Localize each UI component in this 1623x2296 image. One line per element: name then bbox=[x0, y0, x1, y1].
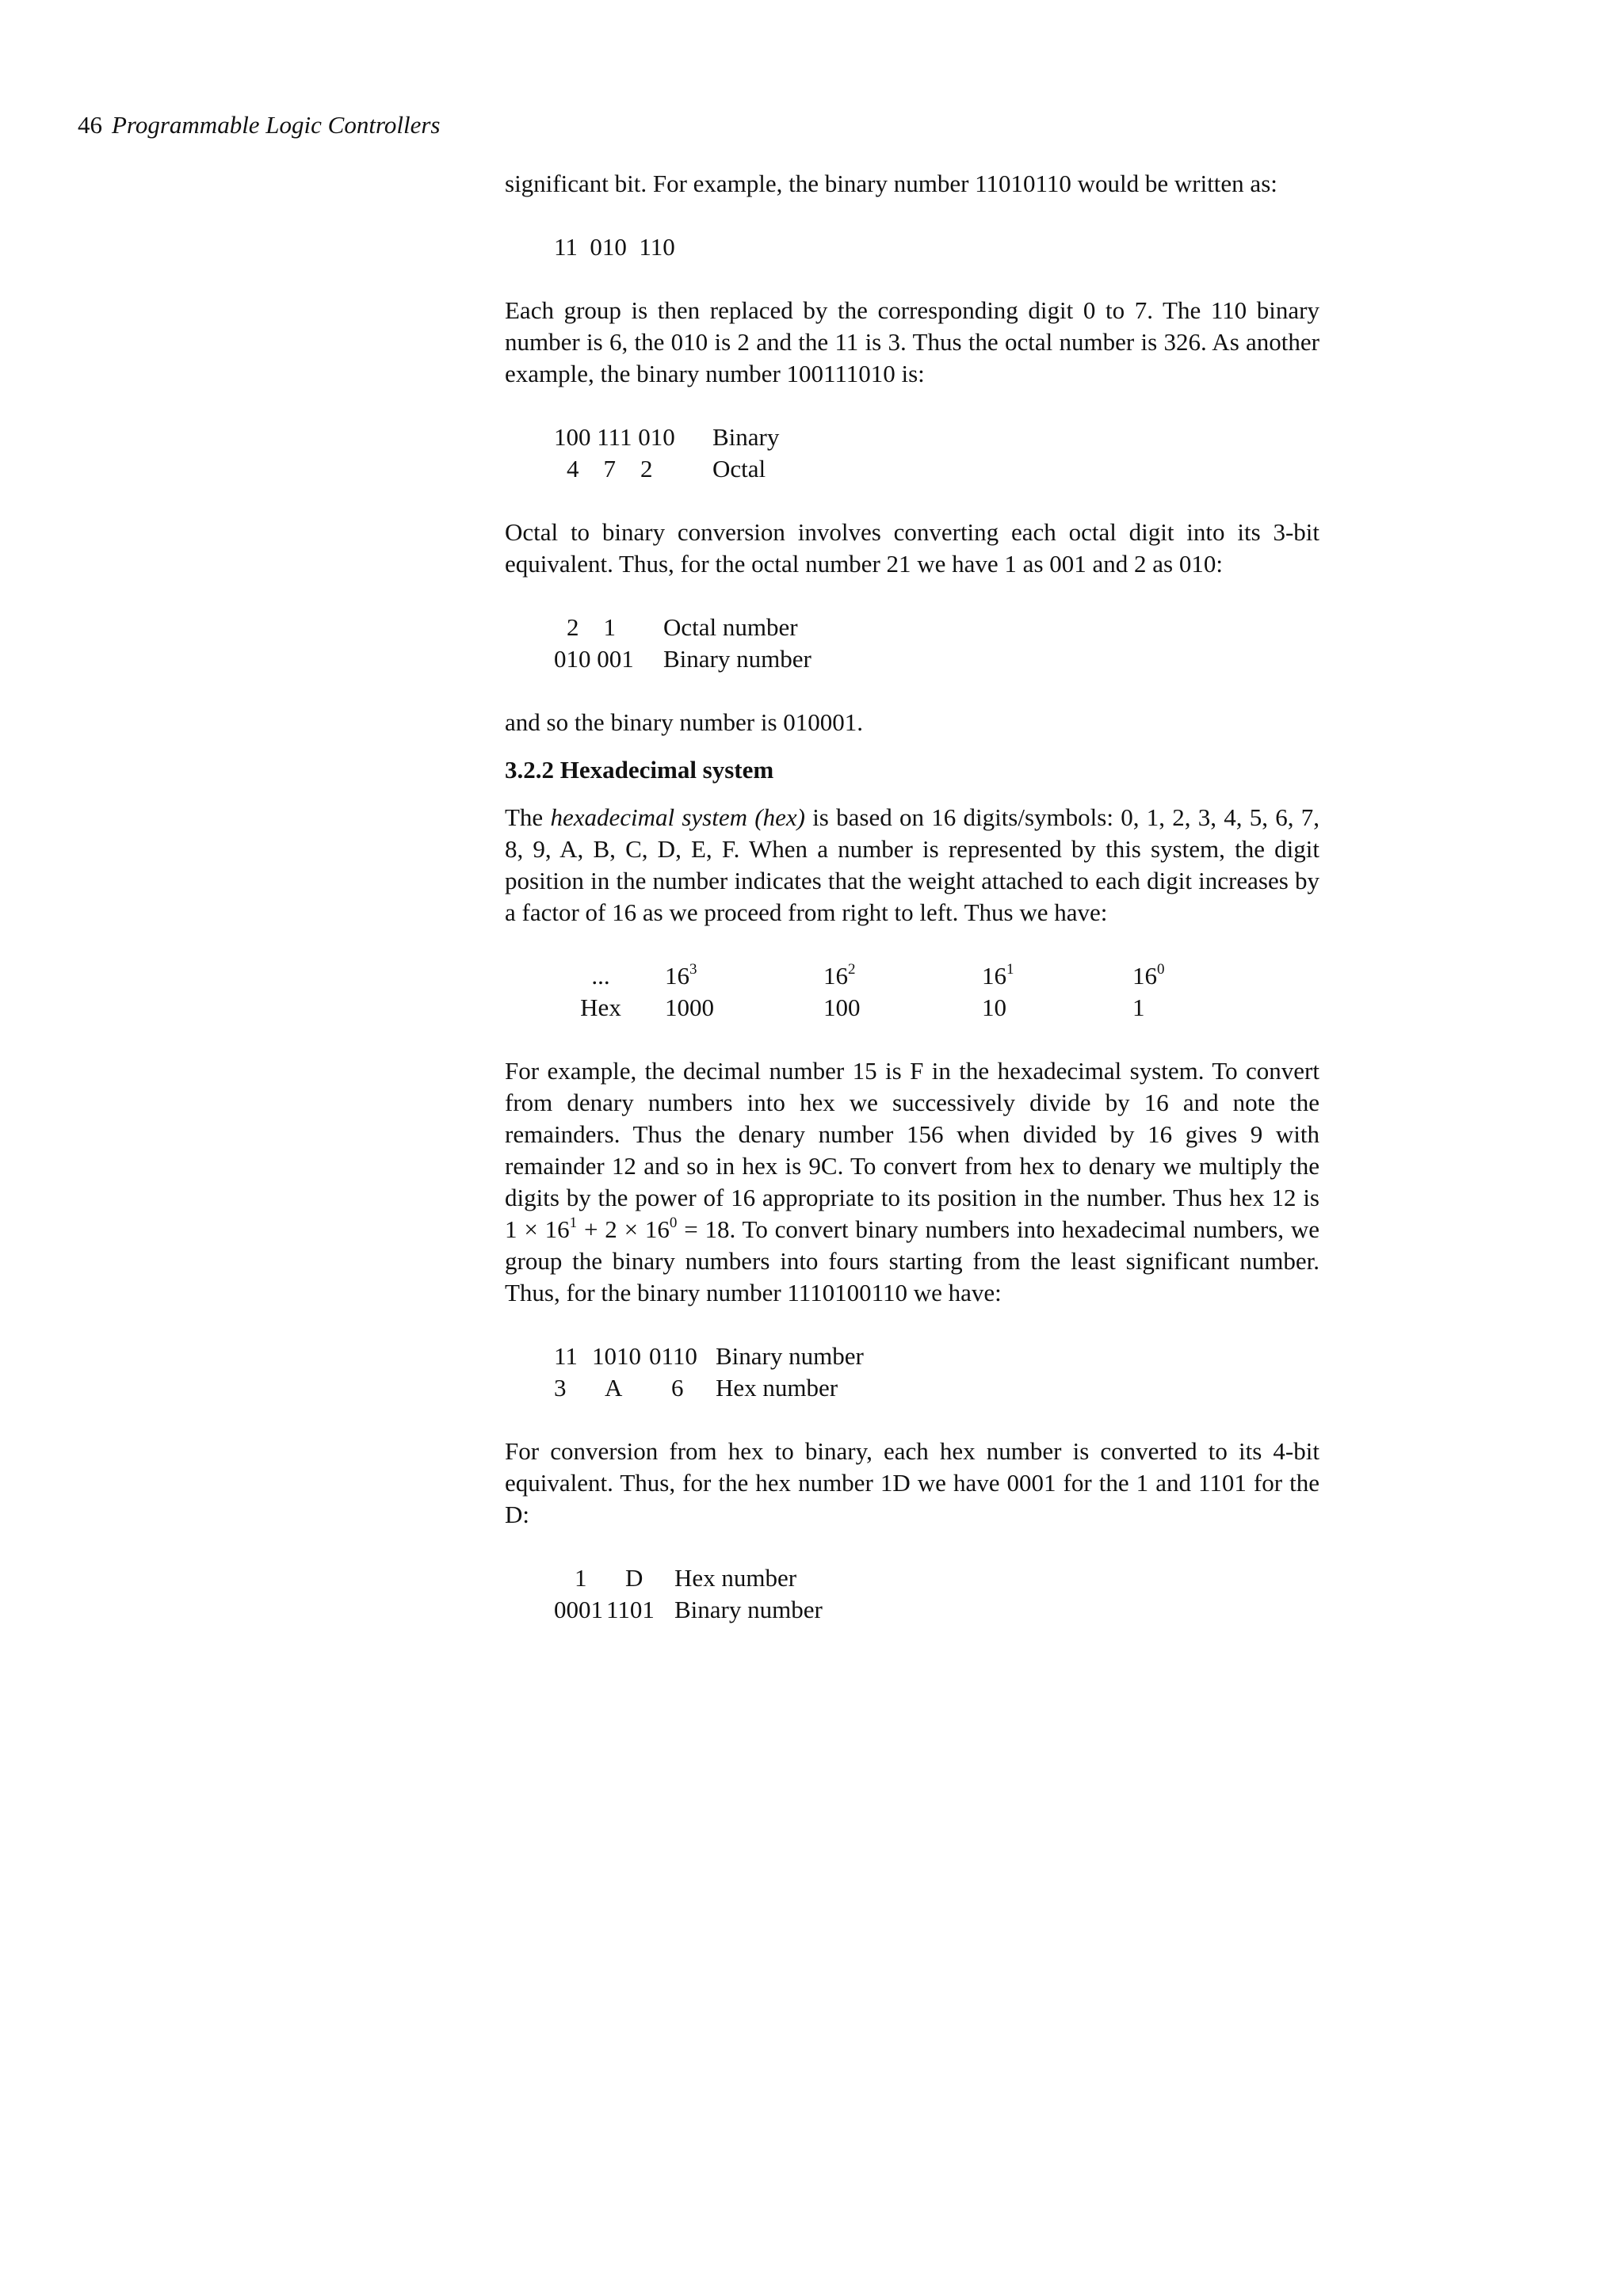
row-label: Binary number bbox=[716, 1342, 864, 1370]
binary-hex-example bbox=[554, 1341, 1319, 1404]
paragraph-2: Each group is then replaced by the corresponding digit 0 to 7. The 110 binary number is 6, the 010 is 2 and the 11 is 3. Thus the octal number is 326. As another example, the binary number 100111010 is: bbox=[505, 296, 1319, 387]
weight-cell bbox=[1128, 960, 1247, 992]
weight-exponent: 3 bbox=[689, 960, 697, 978]
binary-nibble: 0001 bbox=[554, 1596, 603, 1623]
value-cell: 100 bbox=[823, 994, 861, 1021]
paragraph-3: Octal to binary conversion involves converting each octal digit into its 3-bit equivalent. Thus, for the octal number 21 we have 1 as 001 and 2 as 010: bbox=[505, 518, 1319, 578]
weight-base: 16 bbox=[1132, 962, 1157, 990]
hex-digit: D bbox=[625, 1564, 643, 1592]
weight-exponent: 1 bbox=[1006, 960, 1014, 978]
exponent-0: 0 bbox=[669, 1214, 678, 1231]
para6-c: = 18. To convert binary numbers into hexadecimal numbers, we group the binary numbers into fours starting from the least significant number. Thus, for the binary number 1110100110 we have: bbox=[505, 1215, 1320, 1306]
row-label: Hex number bbox=[716, 1374, 838, 1402]
binary-value: 100 111 010 bbox=[554, 423, 675, 451]
paragraph-7: For conversion from hex to binary, each hex number is converted to its 4-bit equivalent. Thus, for the hex number 1D we have 0001 for the 1 and 1101 for the D: bbox=[505, 1437, 1319, 1528]
digit-cell: 6 bbox=[671, 1374, 684, 1402]
octal-value: 4 7 2 bbox=[567, 455, 653, 482]
row-label: Hex number bbox=[674, 1564, 797, 1592]
para5-post: is based on 16 digits/symbols: 0, 1, 2, 3, 4, 5, 6, 7, 8, 9, A, B, C, D, E, F. When a number is represented by this system, the digit position in the number indicates that the weight attached to each digit increases by a factor of 16 as we proceed from right to left. Thus we have: bbox=[505, 803, 1319, 926]
group-example: 11 010 110 bbox=[554, 233, 675, 261]
weight-exponent: 0 bbox=[1157, 960, 1165, 978]
octal-digits: 2 1 bbox=[567, 613, 616, 641]
running-title: Programmable Logic Controllers bbox=[112, 111, 441, 139]
group-cell: 11 bbox=[554, 1342, 578, 1370]
hex-weights-table bbox=[541, 960, 1319, 1024]
section-heading: 3.2.2 Hexadecimal system bbox=[505, 756, 774, 784]
digit-cell: 3 bbox=[554, 1374, 567, 1402]
paragraph-1: significant bit. For example, the binary number 11010110 would be written as: bbox=[505, 170, 1277, 197]
octal-number-label: Octal number bbox=[663, 613, 798, 641]
weight-exponent: 2 bbox=[848, 960, 856, 978]
paragraph-4: and so the binary number is 010001. bbox=[505, 708, 864, 736]
page-header bbox=[78, 109, 441, 141]
group-cell: 1010 bbox=[592, 1342, 641, 1370]
para6-a: For example, the decimal number 15 is F in the hexadecimal system. To convert from denary numbers into hex we successively divide by 16 and note the remainders. Thus the denary number 156 when divided by 16 gives 9 with remainder 12 and so in hex is 9C. To convert from hex to denary we multiply the digits by the power of 16 appropriate to its position in the number. Thus hex 12 is 1 × 16 bbox=[505, 1057, 1319, 1243]
octal-label: Octal bbox=[712, 455, 766, 482]
value-cell: 1000 bbox=[665, 994, 714, 1021]
hexadecimal-term: hexadecimal system (hex) bbox=[550, 803, 805, 831]
digit-cell: A bbox=[605, 1374, 623, 1402]
weight-cell bbox=[660, 960, 819, 992]
hex-digit: 1 bbox=[575, 1564, 587, 1592]
group-cell: 0110 bbox=[649, 1342, 697, 1370]
paragraph-5 bbox=[505, 802, 1319, 929]
exponent-1: 1 bbox=[569, 1214, 578, 1231]
paragraph-6 bbox=[505, 1055, 1319, 1309]
weight-base: 16 bbox=[982, 962, 1006, 990]
binary-octal-example bbox=[554, 421, 1319, 485]
weight-base: 16 bbox=[665, 962, 689, 990]
value-cell: 1 bbox=[1132, 994, 1145, 1021]
hex-binary-example bbox=[554, 1562, 1319, 1626]
weight-cell bbox=[977, 960, 1128, 992]
para5-pre: The bbox=[505, 803, 551, 831]
value-cell: 10 bbox=[982, 994, 1006, 1021]
binary-number-label: Binary number bbox=[663, 645, 812, 673]
para6-b: + 2 × 16 bbox=[577, 1215, 670, 1243]
page-body bbox=[505, 168, 1319, 1626]
binary-label: Binary bbox=[712, 423, 780, 451]
binary-nibble: 1101 bbox=[606, 1596, 655, 1623]
page-number: 46 bbox=[78, 111, 102, 139]
weight-cell bbox=[819, 960, 977, 992]
ellipsis-cell: ... bbox=[591, 962, 610, 990]
binary-digits: 010 001 bbox=[554, 645, 634, 673]
weight-base: 16 bbox=[823, 962, 848, 990]
hex-label-cell: Hex bbox=[580, 994, 621, 1021]
octal-binary-example bbox=[554, 612, 1319, 675]
row-label: Binary number bbox=[674, 1596, 823, 1623]
